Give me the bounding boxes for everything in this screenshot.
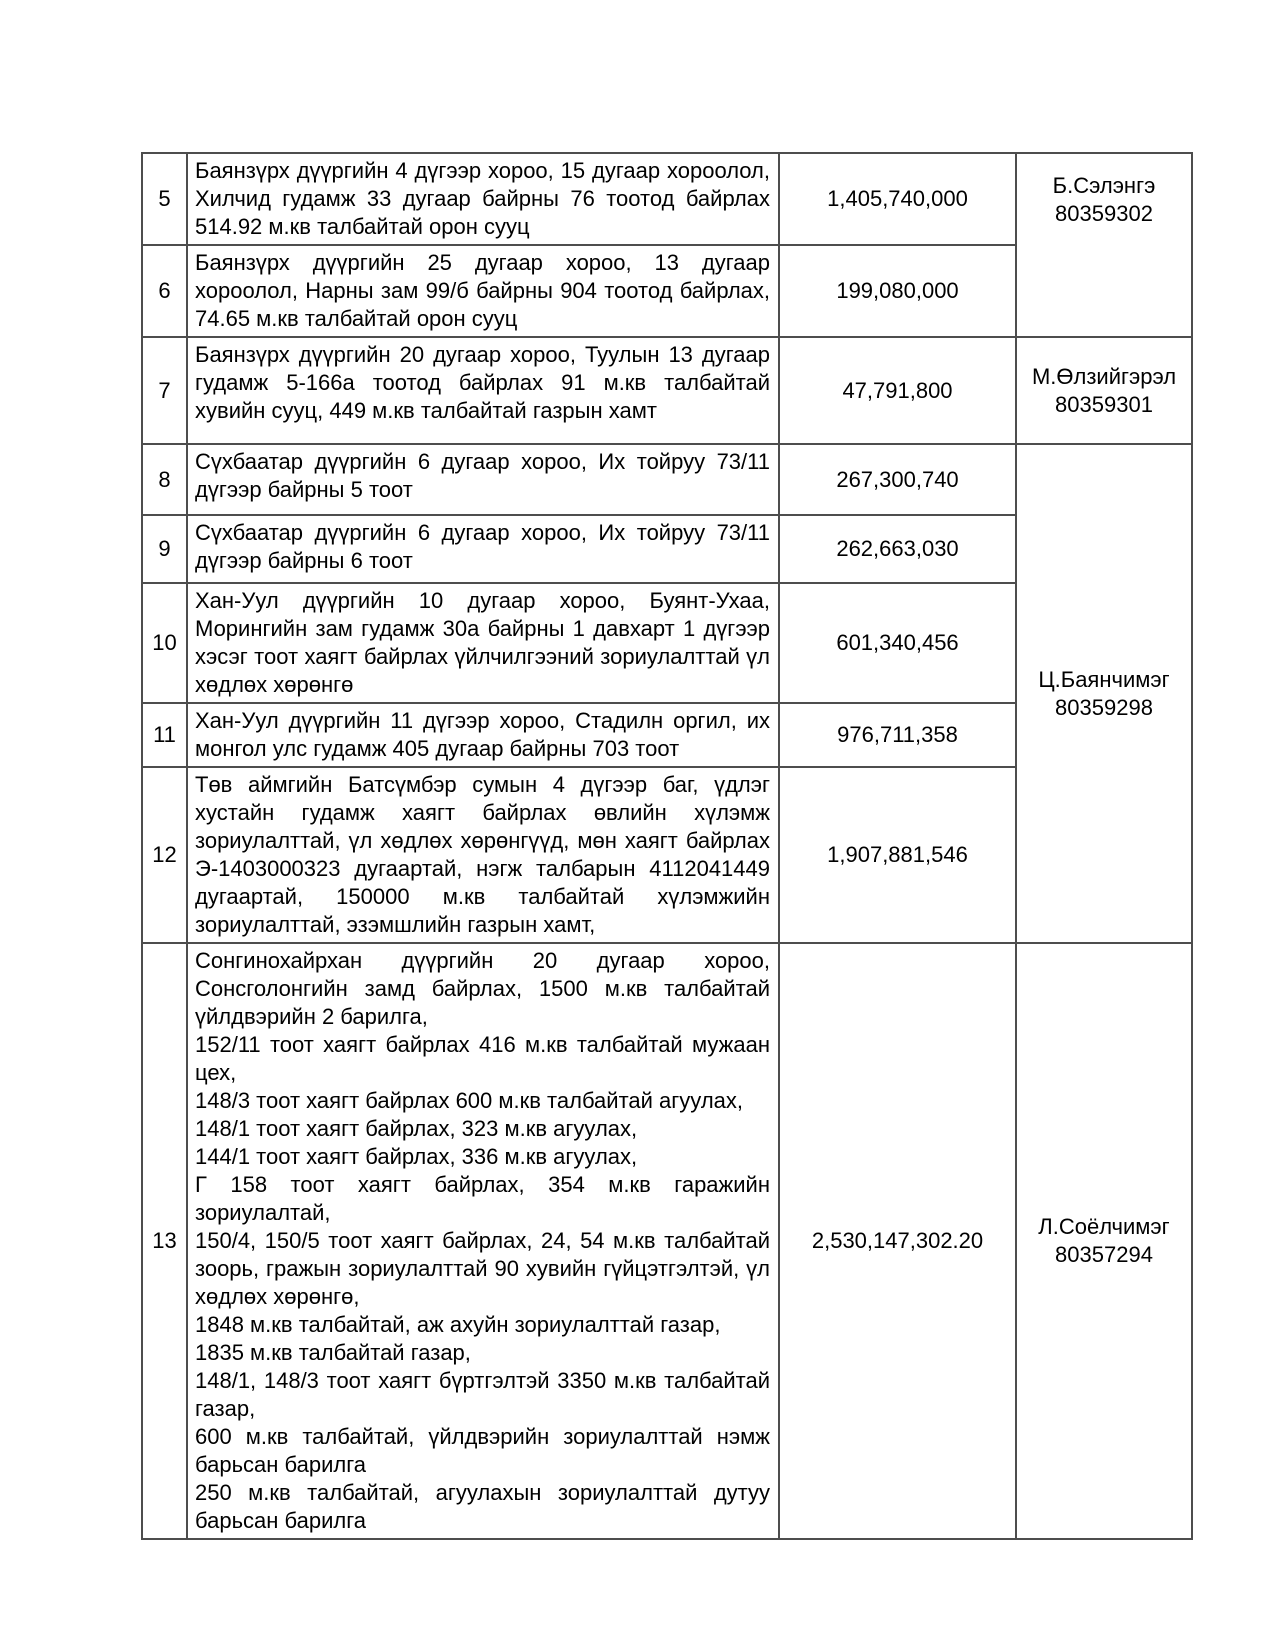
officer-name: М.Өлзийгэрэл	[1031, 363, 1177, 389]
officer-cell	[1016, 153, 1192, 337]
amount-cell: 1,907,881,546	[779, 767, 1016, 943]
description-cell: Төв аймгийн Батсүмбэр сумын 4 дүгээр баг, үдлэг хустайн гудамж хаягт байрлах өвлийн хүлэмж зориулалттай, үл хөдлөх хөрөнгүүд, мөн хаягт байрлах Э-1403000323 дугаартай, нэгж талбарын 4112041449 дугаартай, 150000 м.кв талбайтай хүлэмжийн зориулалттай, эзэмшлийн газрын хамт,	[187, 767, 779, 943]
row-number-cell: 8	[142, 444, 187, 515]
description-paragraph: 148/3 тоот хаягт байрлах 600 м.кв талбайтай агуулах,	[195, 1088, 744, 1113]
description-paragraph: 1835 м.кв талбайтай газар,	[195, 1340, 471, 1365]
description-paragraph: 144/1 тоот хаягт байрлах, 336 м.кв агуулах,	[195, 1144, 638, 1169]
description-paragraph: 152/11 тоот хаягт байрлах 416 м.кв талбайтай мужаан цех,	[195, 1032, 770, 1085]
description-paragraph: 600 м.кв талбайтай, үйлдвэрийн зориулалттай нэмж барьсан барилга	[195, 1424, 770, 1477]
description-cell: Хан-Уул дүүргийн 11 дүгээр хороо, Стадилн оргил, их монгол улс гудамж 405 дугаар байрны 703 тоот	[187, 703, 779, 767]
description-cell: Сүхбаатар дүүргийн 6 дугаар хороо, Их тойруу 73/11 дүгээр байрны 6 тоот	[187, 515, 779, 583]
officer-phone: 80359298	[1055, 694, 1153, 720]
officer-name: Б.Сэлэнгэ	[1052, 173, 1156, 198]
description-cell: Баянзүрх дүүргийн 4 дүгээр хороо, 15 дугаар хороолол, Хилчид гудамж 33 дугаар байрны 76 тоотод байрлах 514.92 м.кв талбайтай орон сууц	[187, 153, 779, 245]
row-number-cell: 5	[142, 153, 187, 245]
table-row	[142, 943, 1192, 1539]
officer-name: Л.Соёлчимэг	[1038, 1214, 1170, 1239]
amount-cell: 2,530,147,302.20	[779, 943, 1016, 1539]
officer-phone: 80357294	[1055, 1242, 1153, 1267]
description-cell: Баянзүрх дүүргийн 20 дугаар хороо, Туулын 13 дугаар гудамж 5-166а тоотод байрлах 91 м.кв талбайтай хувийн сууц, 449 м.кв талбайтай газрын хамт	[187, 337, 779, 444]
description-cell	[187, 943, 779, 1539]
officer-cell	[1016, 337, 1192, 444]
row-number-cell: 11	[142, 703, 187, 767]
amount-cell: 1,405,740,000	[779, 153, 1016, 245]
table-row	[142, 153, 1192, 245]
description-paragraph: Г 158 тоот хаягт байрлах, 354 м.кв гаражийн зориулалтай,	[195, 1172, 770, 1225]
table-row	[142, 444, 1192, 515]
row-number-cell: 13	[142, 943, 187, 1539]
description-paragraph: 250 м.кв талбайтай, агуулахын зориулалттай дутуу барьсан барилга	[195, 1480, 770, 1533]
description-paragraph: 148/1 тоот хаягт байрлах, 323 м.кв агуулах,	[195, 1116, 638, 1141]
amount-cell: 262,663,030	[779, 515, 1016, 583]
amount-cell: 976,711,358	[779, 703, 1016, 767]
officer-phone: 80359301	[1055, 391, 1153, 417]
row-number-cell: 10	[142, 583, 187, 703]
officer-cell	[1016, 943, 1192, 1539]
description-cell: Баянзүрх дүүргийн 25 дугаар хороо, 13 дугаар хороолол, Нарны зам 99/б байрны 904 тоотод байрлах, 74.65 м.кв талбайтай орон сууц	[187, 245, 779, 337]
asset-table	[141, 152, 1193, 1540]
description-paragraph: 1848 м.кв талбайтай, аж ахуйн зориулалттай газар,	[195, 1312, 721, 1337]
description-cell: Сүхбаатар дүүргийн 6 дугаар хороо, Их тойруу 73/11 дүгээр байрны 5 тоот	[187, 444, 779, 515]
amount-cell: 199,080,000	[779, 245, 1016, 337]
description-paragraph: 150/4, 150/5 тоот хаягт байрлах, 24, 54 м.кв талбайтай зоорь, гражын зориулалттай 90 хувийн гүйцэтгэлтэй, үл хөдлөх хөрөнгө,	[195, 1228, 770, 1309]
table-row	[142, 337, 1192, 444]
row-number-cell: 6	[142, 245, 187, 337]
description-paragraph: 148/1, 148/3 тоот хаягт бүртгэлтэй 3350 м.кв талбайтай газар,	[195, 1368, 770, 1421]
amount-cell: 267,300,740	[779, 444, 1016, 515]
description-paragraph: Сонгинохайрхан дүүргийн 20 дугаар хороо, Сонсголонгийн замд байрлах, 1500 м.кв талбайтай үйлдвэрийн 2 барилга,	[195, 948, 770, 1029]
row-number-cell: 7	[142, 337, 187, 444]
row-number-cell: 9	[142, 515, 187, 583]
row-number-cell: 12	[142, 767, 187, 943]
amount-cell: 47,791,800	[779, 337, 1016, 444]
officer-phone: 80359302	[1055, 201, 1153, 226]
amount-cell: 601,340,456	[779, 583, 1016, 703]
officer-cell	[1016, 444, 1192, 943]
officer-name: Ц.Баянчимэг	[1038, 666, 1170, 692]
description-cell: Хан-Уул дүүргийн 10 дугаар хороо, Буянт-Ухаа, Морингийн зам гудамж 30а байрны 1 давхарт 1 дүгээр хэсэг тоот хаягт байрлах үйлчилгээний зориулалттай үл хөдлөх хөрөнгө	[187, 583, 779, 703]
